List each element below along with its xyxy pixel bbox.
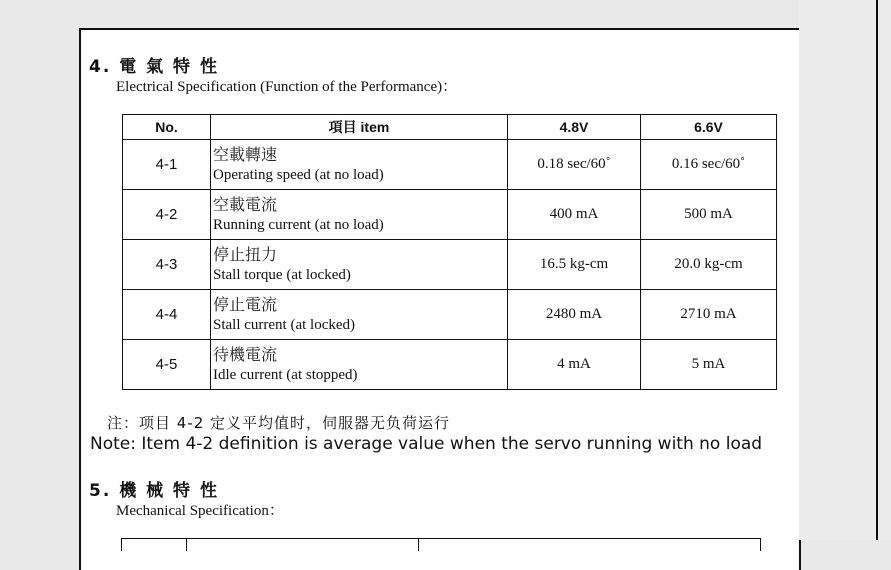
value-6-6v: 500 mA (641, 190, 777, 240)
table-row (123, 140, 777, 190)
item-english: Stall current (at locked) (213, 316, 356, 333)
table-row (123, 290, 777, 340)
header-item: 項目 item (211, 115, 508, 140)
note-chinese: 注：项目 4-2 定义平均值时，伺服器无负荷运行 (107, 414, 451, 432)
value-6-6v: 20.0 kg-cm (641, 240, 777, 290)
section-4-heading: 4. 電 氣 特 性 (89, 57, 219, 77)
row-number: 4-1 (123, 140, 211, 190)
header-6-6v: 6.6V (641, 115, 777, 140)
item-english: Idle current (at stopped) (213, 366, 358, 383)
item-english: Operating speed (at no load) (213, 166, 384, 183)
value-6-6v: 0.16 sec/60˚ (641, 140, 777, 190)
value-4-8v: 0.18 sec/60˚ (508, 140, 641, 190)
item-english: Running current (at no load) (213, 216, 384, 233)
header-4-8v: 4.8V (508, 115, 641, 140)
item-chinese: 停止電流 (213, 294, 278, 314)
row-number: 4-3 (123, 240, 211, 290)
section-4-subtitle: Electrical Specification (Function of the Performance)： (116, 79, 458, 95)
table-column-divider (186, 539, 187, 551)
item-english: Stall torque (at locked) (213, 266, 351, 283)
value-4-8v: 16.5 kg-cm (508, 240, 641, 290)
table-header-row (123, 115, 777, 140)
value-6-6v: 5 mA (641, 340, 777, 390)
table-row (123, 240, 777, 290)
row-item (211, 290, 508, 340)
row-item (211, 240, 508, 290)
item-chinese: 空載轉速 (213, 144, 278, 164)
value-6-6v: 2710 mA (641, 290, 777, 340)
row-number: 4-4 (123, 290, 211, 340)
table-row (123, 340, 777, 390)
section-5-heading: 5. 機 械 特 性 (89, 481, 219, 501)
row-item (211, 340, 508, 390)
item-chinese: 空載電流 (213, 194, 278, 214)
row-item (211, 190, 508, 240)
row-item (211, 140, 508, 190)
electrical-spec-table (122, 114, 777, 390)
table-column-divider (418, 539, 419, 551)
section-5-subtitle: Mechanical Specification： (116, 503, 284, 519)
item-chinese: 待機電流 (213, 344, 278, 364)
scrollbar-edge (876, 0, 878, 540)
value-4-8v: 4 mA (508, 340, 641, 390)
row-number: 4-5 (123, 340, 211, 390)
note-english: Note: Item 4-2 definition is average value when the servo running with no load (90, 434, 763, 454)
value-4-8v: 2480 mA (508, 290, 641, 340)
header-no: No. (123, 115, 211, 140)
viewer-background (799, 0, 891, 540)
item-chinese: 停止扭力 (213, 244, 278, 264)
row-number: 4-2 (123, 190, 211, 240)
document-page (79, 28, 801, 570)
value-4-8v: 400 mA (508, 190, 641, 240)
table-row (123, 190, 777, 240)
